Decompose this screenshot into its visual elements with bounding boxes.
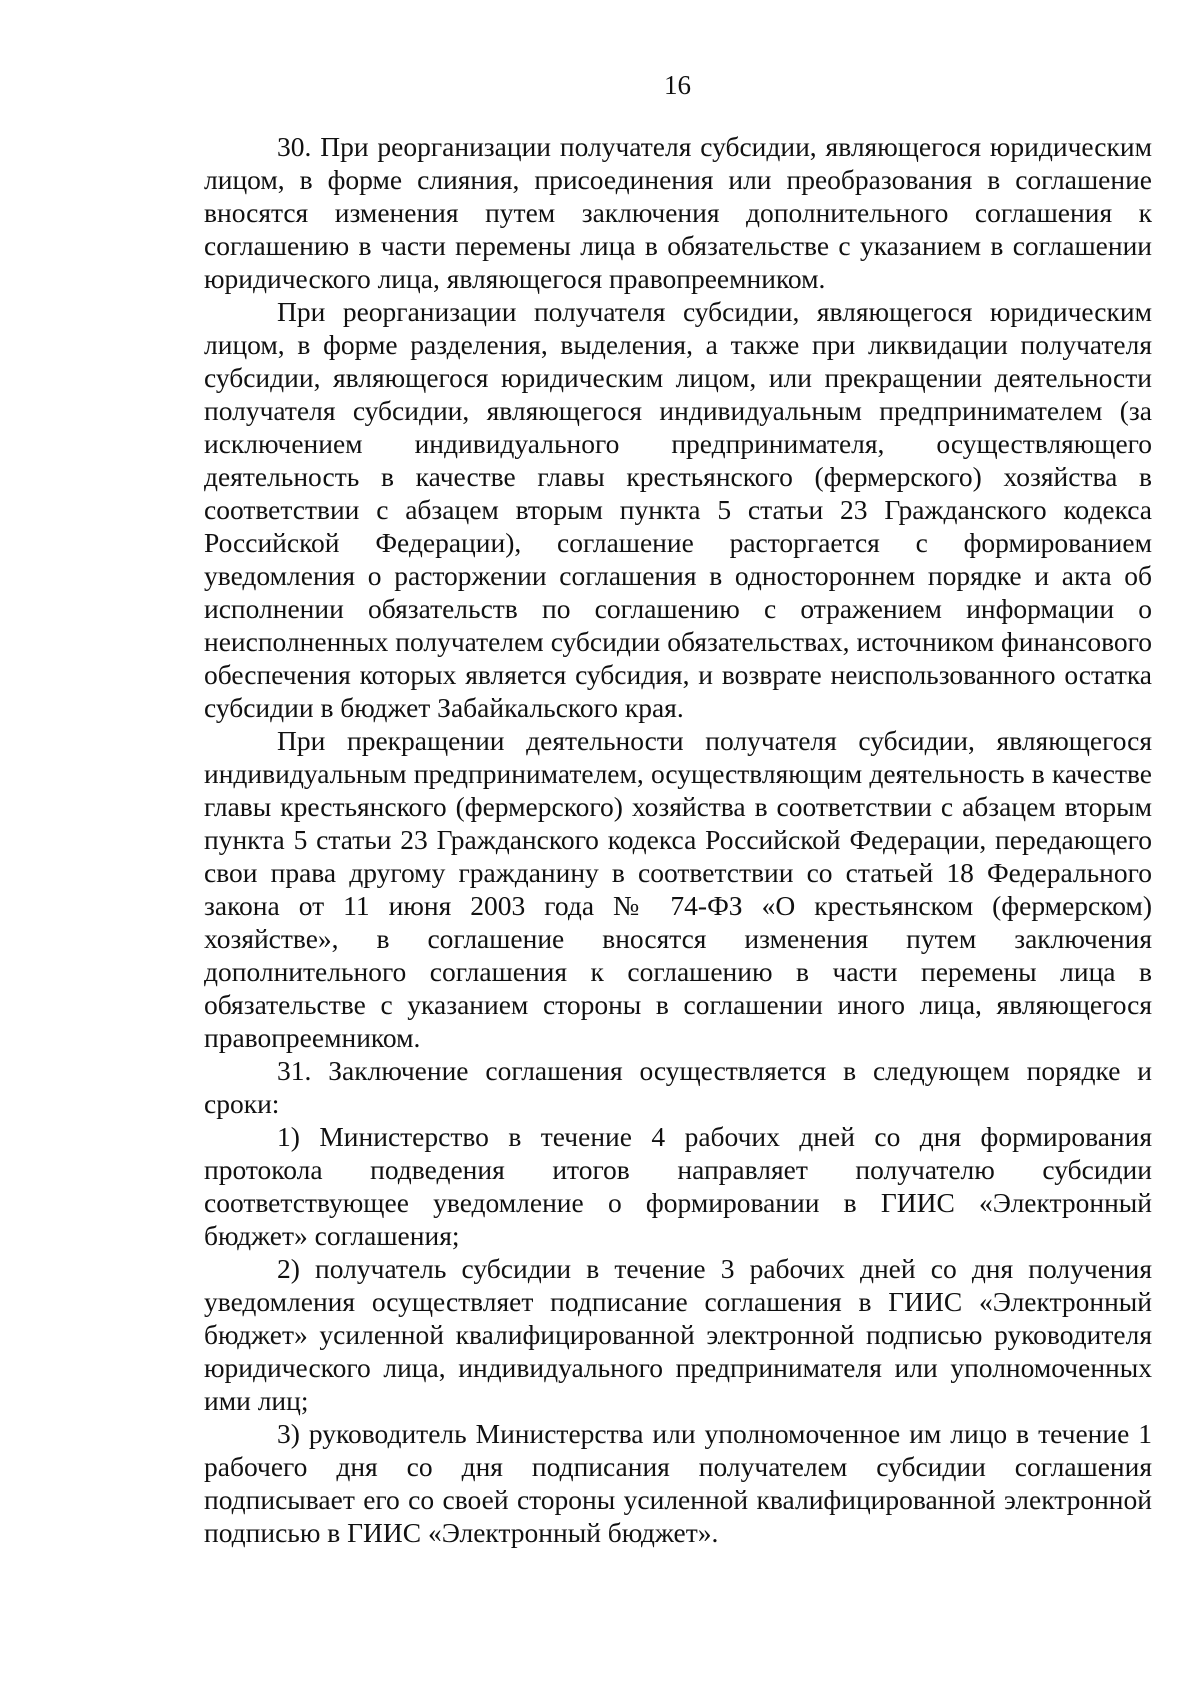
subparagraph-1: 1) Министерство в течение 4 рабочих дней со дня формирования протокола подведения итогов направляет получателю субсидии соответствующее уведомление о формировании в ГИИС «Электронный бюджет» соглашения; <box>204 1121 1152 1251</box>
subparagraph-3: 3) руководитель Министерства или уполномоченное им лицо в течение 1 рабочего дня со дня подписания получателем субсидии соглашения подписывает его со своей стороны усиленной квалифицированной электронной подписью в ГИИС «Электронный бюджет». <box>204 1418 1152 1548</box>
paragraph-termination-farm-head: При прекращении деятельности получателя субсидии, являющегося индивидуальным предпринимателем, осуществляющим деятельность в качестве главы крестьянского (фермерского) хозяйства в соответствии с абзацем вторым пункта 5 статьи 23 Гражданского кодекса Российской Федерации, передающего свои права другому гражданину в соответствии со статьей 18 Федерального закона от 11 июня 2003 года № 74-ФЗ «О крестьянском (фермерском) хозяйстве», в соглашение вносятся изменения путем заключения дополнительного соглашения к соглашению в части перемены лица в обязательстве с указанием стороны в соглашении иного лица, являющегося правопреемником. <box>204 725 1152 1053</box>
document-body <box>204 130 1152 1549</box>
paragraph-reorganization-separation: При реорганизации получателя субсидии, являющегося юридическим лицом, в форме разделения, выделения, а также при ликвидации получателя субсидии, являющегося юридическим лицом, или прекращении деятельности получателя субсидии, являющегося индивидуальным предпринимателем (за исключением индивидуального предпринимателя, осуществляющего деятельность в качестве главы крестьянского (фермерского) хозяйства в соответствии с абзацем вторым пункта 5 статьи 23 Гражданского кодекса Российской Федерации), соглашение расторгается с формированием уведомления о расторжении соглашения в одностороннем порядке и акта об исполнении обязательств по соглашению с отражением информации о неисполненных получателем субсидии обязательствах, источником финансового обеспечения которых является субсидия, и возврате неиспользованного остатка субсидии в бюджет Забайкальского края. <box>204 296 1152 723</box>
subparagraph-2: 2) получатель субсидии в течение 3 рабочих дней со дня получения уведомления осуществляет подписание соглашения в ГИИС «Электронный бюджет» усиленной квалифицированной электронной подписью руководителя юридического лица, индивидуального предпринимателя или уполномоченных ими лиц; <box>204 1253 1152 1416</box>
paragraph-30: 30. При реорганизации получателя субсидии, являющегося юридическим лицом, в форме слияния, присоединения или преобразования в соглашение вносятся изменения путем заключения дополнительного соглашения к соглашению в части перемены лица в обязательстве с указанием в соглашении юридического лица, являющегося правопреемником. <box>204 131 1152 294</box>
page-number: 16 <box>664 70 691 100</box>
paragraph-31: 31. Заключение соглашения осуществляется в следующем порядке и сроки: <box>204 1055 1152 1119</box>
